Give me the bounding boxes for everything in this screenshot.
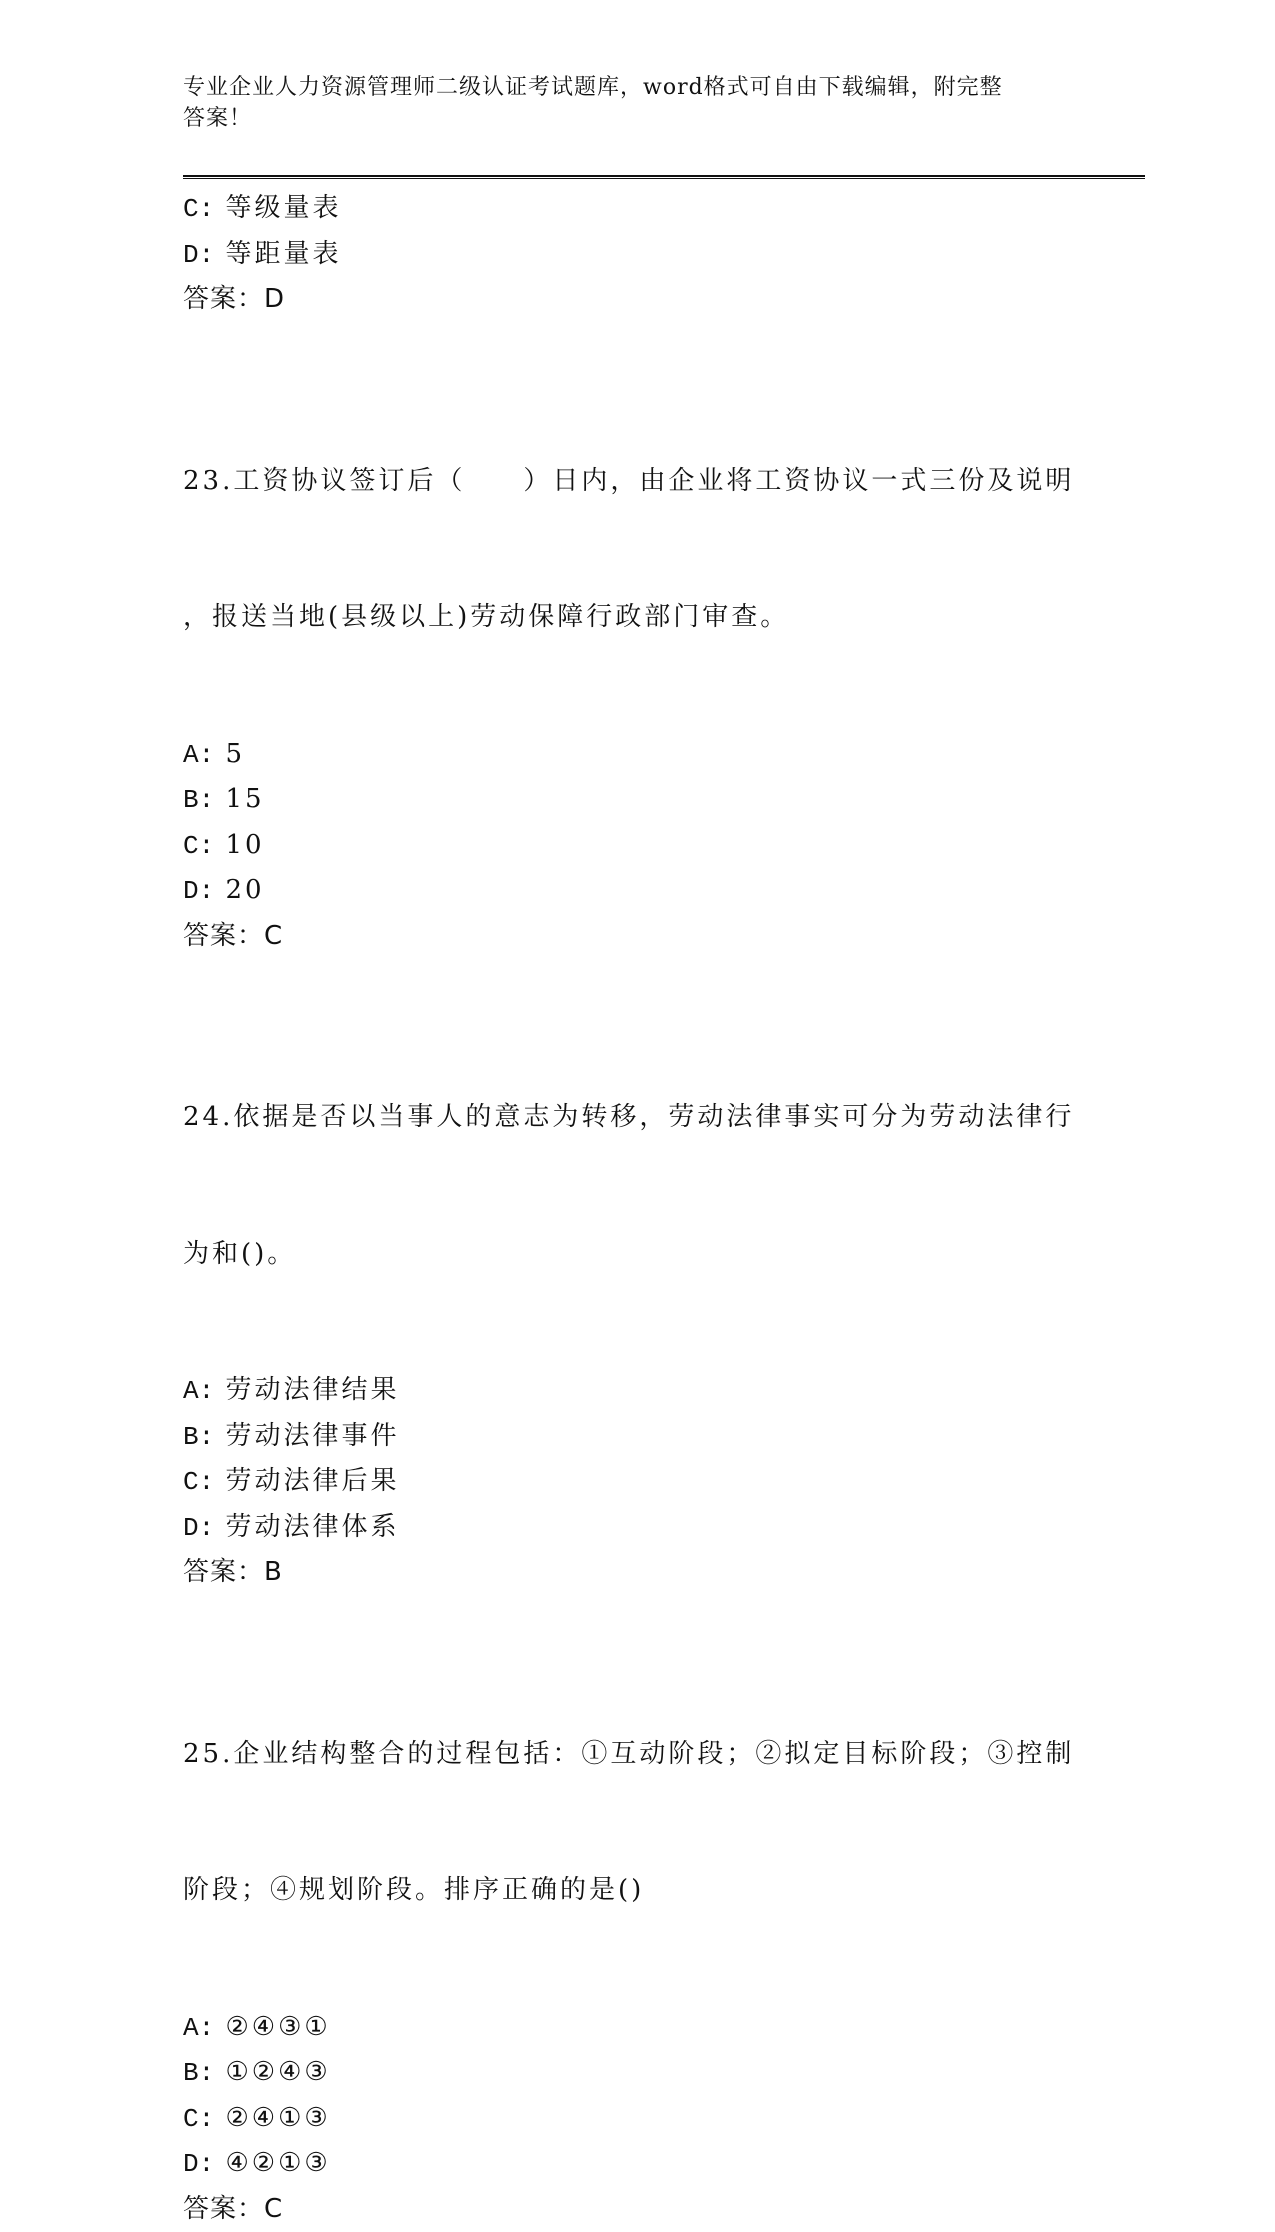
option-b xyxy=(183,777,1083,823)
option-b xyxy=(183,2050,1083,2096)
option-d xyxy=(183,1505,1083,1551)
option-letter: A: xyxy=(183,2013,214,2043)
stem-line-2: ，报送当地(县级以上)劳动保障行政部门审查。 xyxy=(183,595,1083,641)
question-stem xyxy=(183,1641,1083,2005)
answer-line: 答案：B xyxy=(183,1550,1083,1596)
option-c xyxy=(183,2096,1083,2142)
option-text: 等级量表 xyxy=(225,193,341,223)
question-24 xyxy=(183,1004,1083,1596)
answer-line: 答案：C xyxy=(183,2187,1083,2232)
option-letter: D: xyxy=(183,2149,214,2179)
option-d xyxy=(183,232,1083,278)
option-text: 劳动法律事件 xyxy=(225,1421,399,1451)
header-divider xyxy=(183,175,1145,179)
option-text: 等距量表 xyxy=(225,239,341,269)
stem-line-2: 阶段；④规划阶段。排序正确的是() xyxy=(183,1868,1083,1914)
option-b xyxy=(183,1414,1083,1460)
spacer xyxy=(183,323,1083,368)
answer-line: 答案：C xyxy=(183,914,1083,960)
option-text: 劳动法律后果 xyxy=(225,1466,399,1496)
stem-line-1: 24.依据是否以当事人的意志为转移，劳动法律事实可分为劳动法律行 xyxy=(183,1095,1083,1141)
option-letter: D: xyxy=(183,876,214,906)
option-letter: A: xyxy=(183,740,214,770)
stem-line-2: 为和()。 xyxy=(183,1232,1083,1278)
question-23 xyxy=(183,368,1083,960)
option-letter: C: xyxy=(183,1467,214,1497)
stem-line-1: 25.企业结构整合的过程包括：①互动阶段；②拟定目标阶段；③控制 xyxy=(183,1732,1083,1778)
option-text: ②④①③ xyxy=(225,2103,330,2133)
question-list xyxy=(183,186,1083,2232)
header-line-1: 专业企业人力资源管理师二级认证考试题库，word格式可自由下载编辑，附完整 xyxy=(183,72,1063,103)
prev-question xyxy=(183,186,1083,323)
option-letter: C: xyxy=(183,2104,214,2134)
spacer xyxy=(183,1596,1083,1641)
option-text: 15 xyxy=(225,784,264,814)
option-text: ④②①③ xyxy=(225,2148,330,2178)
spacer xyxy=(183,959,1083,1004)
option-c xyxy=(183,1459,1083,1505)
header-line-2: 答案！ xyxy=(183,103,1063,134)
option-a xyxy=(183,1368,1083,1414)
option-a xyxy=(183,732,1083,778)
answer-line: 答案：D xyxy=(183,277,1083,323)
option-c xyxy=(183,823,1083,869)
option-text: 5 xyxy=(225,739,245,769)
question-25 xyxy=(183,1641,1083,2232)
option-d xyxy=(183,868,1083,914)
option-letter: D: xyxy=(183,240,214,270)
question-stem xyxy=(183,368,1083,732)
option-c xyxy=(183,186,1083,232)
question-stem xyxy=(183,1004,1083,1368)
option-text: 10 xyxy=(225,830,264,860)
option-letter: B: xyxy=(183,1422,214,1452)
option-letter: C: xyxy=(183,831,214,861)
stem-line-1: 23.工资协议签订后（ ）日内，由企业将工资协议一式三份及说明 xyxy=(183,459,1083,505)
option-text: ②④③① xyxy=(225,2012,330,2042)
option-text: ①②④③ xyxy=(225,2057,330,2087)
option-letter: B: xyxy=(183,2058,214,2088)
option-letter: A: xyxy=(183,1376,214,1406)
option-letter: D: xyxy=(183,1513,214,1543)
option-text: 20 xyxy=(225,875,264,905)
option-letter: C: xyxy=(183,194,214,224)
option-d xyxy=(183,2141,1083,2187)
option-letter: B: xyxy=(183,785,214,815)
page-header xyxy=(183,72,1063,134)
option-text: 劳动法律结果 xyxy=(225,1375,399,1405)
option-text: 劳动法律体系 xyxy=(225,1512,399,1542)
option-a xyxy=(183,2005,1083,2051)
